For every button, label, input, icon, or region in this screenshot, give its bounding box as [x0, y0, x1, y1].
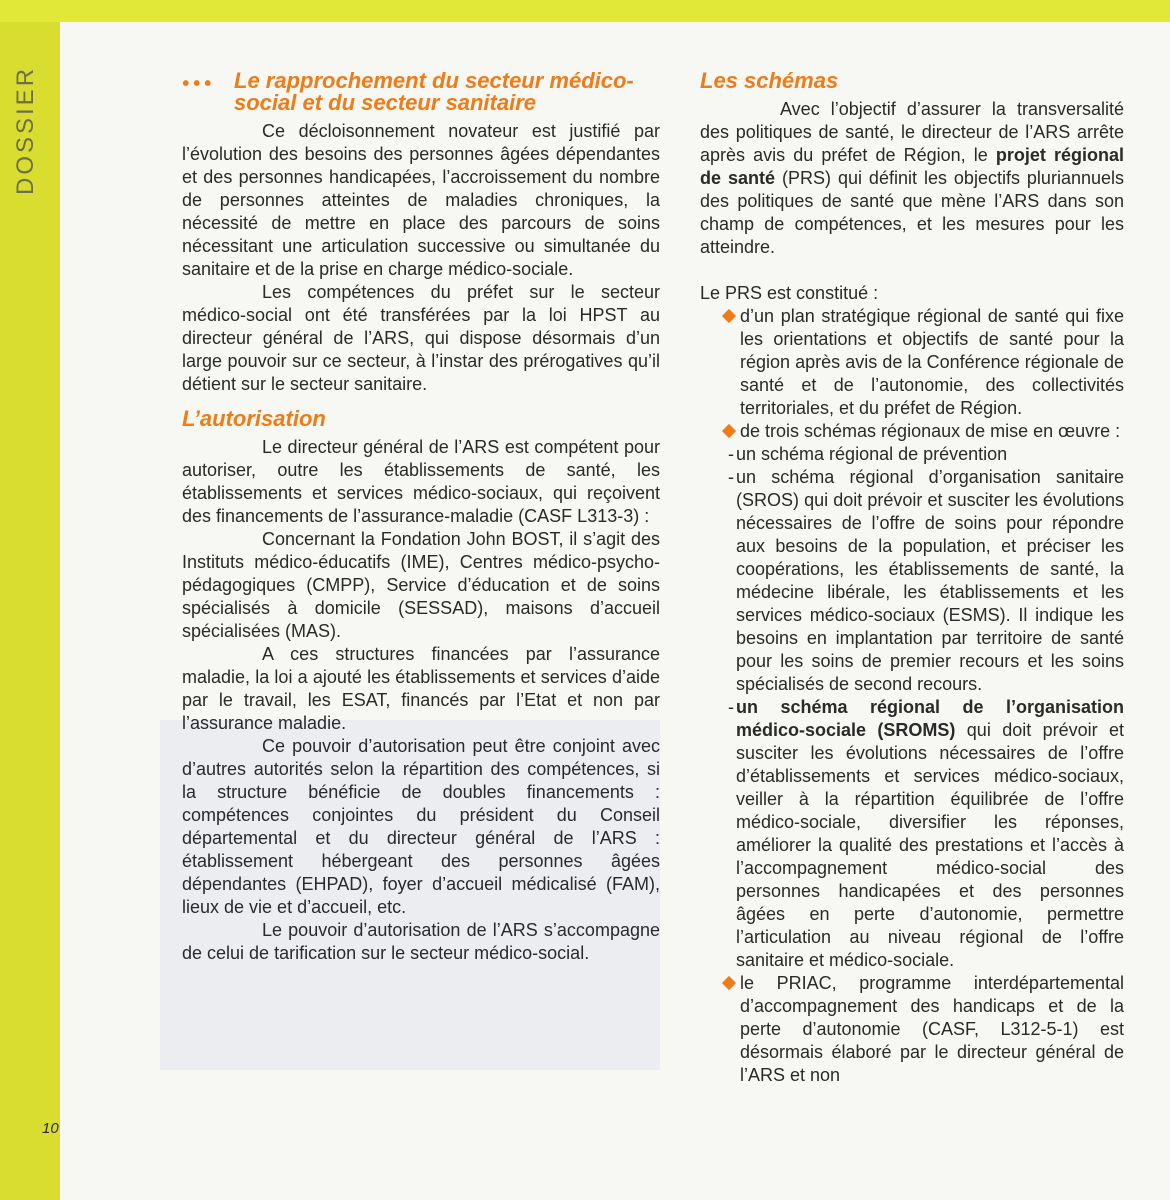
paragraph: Les compétences du préfet sur le secteur médico-social ont été transférées par la loi HPST au directeur général de l’ARS, qui dispose désormais d’un large pouvoir sur ce secteur, à l’instar des prérogatives qu’il détient sur le secteur sanitaire.	[182, 282, 660, 394]
sub-list-item: - un schéma régional de prévention	[728, 444, 1008, 464]
list-item: d’un plan stratégique régional de santé qui fixe les orientations et objectifs de santé pour la région après avis de la Conférence régionale de santé et de l’autonomie, des collectivités territoriales, et du préfet de Région.	[700, 305, 1124, 420]
right-column	[700, 70, 1124, 1087]
paragraph: Le directeur général de l’ARS est compétent pour autoriser, outre les établissements de santé, les établissements et services médico-sociaux, qui reçoivent des financements de l’assurance-maladie (CASF L313-3) :	[182, 437, 660, 526]
diamond-bullet-icon	[722, 424, 736, 438]
list-item: le PRIAC, programme interdépartemental d’accompagnement des handicaps et de la perte d’autonomie (CASF, L312-5-1) est désormais élaboré par le directeur général de l’ARS et non	[700, 972, 1124, 1087]
paragraph: Concernant la Fondation John BOST, il s’agit des Instituts médico-éducatifs (IME), Centres médico-psycho-pédagogiques (CMPP), Service d’éducation et de soins spécialisés à domicile (SESSAD), maisons d’accueil spécialisées (MAS).	[182, 529, 660, 641]
paragraph: Le pouvoir d’autorisation de l’ARS s’accompagne de celui de tarification sur le secteur médico-social.	[182, 920, 660, 963]
diamond-bullet-icon	[722, 976, 736, 990]
page-number: 10	[42, 1120, 59, 1137]
heading-rapprochement	[182, 70, 660, 114]
prs-label: Le PRS est constitué :	[700, 283, 879, 303]
paragraph: Ce décloisonnement novateur est justifié par l’évolution des besoins des personnes âgées dépendantes et des personnes handicapées, l’accroissement du nombre de personnes atteintes de maladies chroniques, la nécessité de mettre en place des parcours de soins nécessitant une articulation successive ou simultanée du sanitaire et de la prise en charge médico-sociale.	[182, 121, 660, 279]
heading-autorisation: L’autorisation	[182, 406, 326, 431]
list-item: de trois schémas régionaux de mise en œuvre :	[700, 420, 1124, 443]
left-column	[182, 70, 660, 965]
bullet-dots-icon: •••	[182, 73, 216, 95]
paragraph: A ces structures financées par l’assurance maladie, la loi a ajouté les établissements et services d’aide par le travail, les ESAT, financés par l’Etat et non par l’assurance maladie.	[182, 644, 660, 733]
top-yellow-band	[0, 0, 1170, 22]
heading-schemas: Les schémas	[700, 68, 839, 93]
paragraph-intro: Avec l’objectif d’assurer la transversalité des politiques de santé, le directeur de l’ARS arrête après avis du préfet de Région, le projet régional de santé (PRS) qui définit les objectifs pluriannuels des politiques de santé que mène l’ARS dans son champ de compétences, et les mesures pour les atteindre.	[700, 99, 1125, 257]
sub-list-item: - un schéma régional d’organisation sanitaire (SROS) qui doit prévoir et susciter les évolutions nécessaires de l’offre de soins pour répondre aux besoins de la population, et préciser les coopérations, les établissements de santé, la médecine libérale, les établissements et les services médico-sociaux (ESMS). Il indique les besoins en implantation par territoire de santé pour les soins de premier recours et les soins spécialisés de second recours.	[728, 467, 1124, 694]
sub-list-item: - un schéma régional de l’organisation médico-sociale (SROMS) qui doit prévoir et susciter les évolutions nécessaires de l’offre d’établissements et services médico-sociaux, veiller à la répartition équilibrée de l’offre médico-sociale, diversifier les réponses, améliorer la qualité des prestations et l’accès à l’accompagnement médico-social des personnes handicapées et des personnes âgées en perte d’autonomie, permettre l’articulation au niveau régional de l’offre sanitaire et médico-sociale.	[728, 697, 1124, 970]
section-label: DOSSIER	[12, 65, 39, 195]
side-bar	[0, 22, 60, 1200]
paragraph: Ce pouvoir d’autorisation peut être conjoint avec d’autres autorités selon la répartition des compétences, si la structure bénéficie de doubles financements : compétences conjointes du président du Conseil départemental et du directeur général de l’ARS : établissement hébergeant des personnes âgées dépendantes (EHPAD), foyer d’accueil médicalisé (FAM), lieux de vie et d’accueil, etc.	[182, 736, 660, 917]
diamond-bullet-icon	[722, 309, 736, 323]
heading-text: Le rapprochement du secteur médico-social et du secteur sanitaire	[234, 68, 634, 115]
